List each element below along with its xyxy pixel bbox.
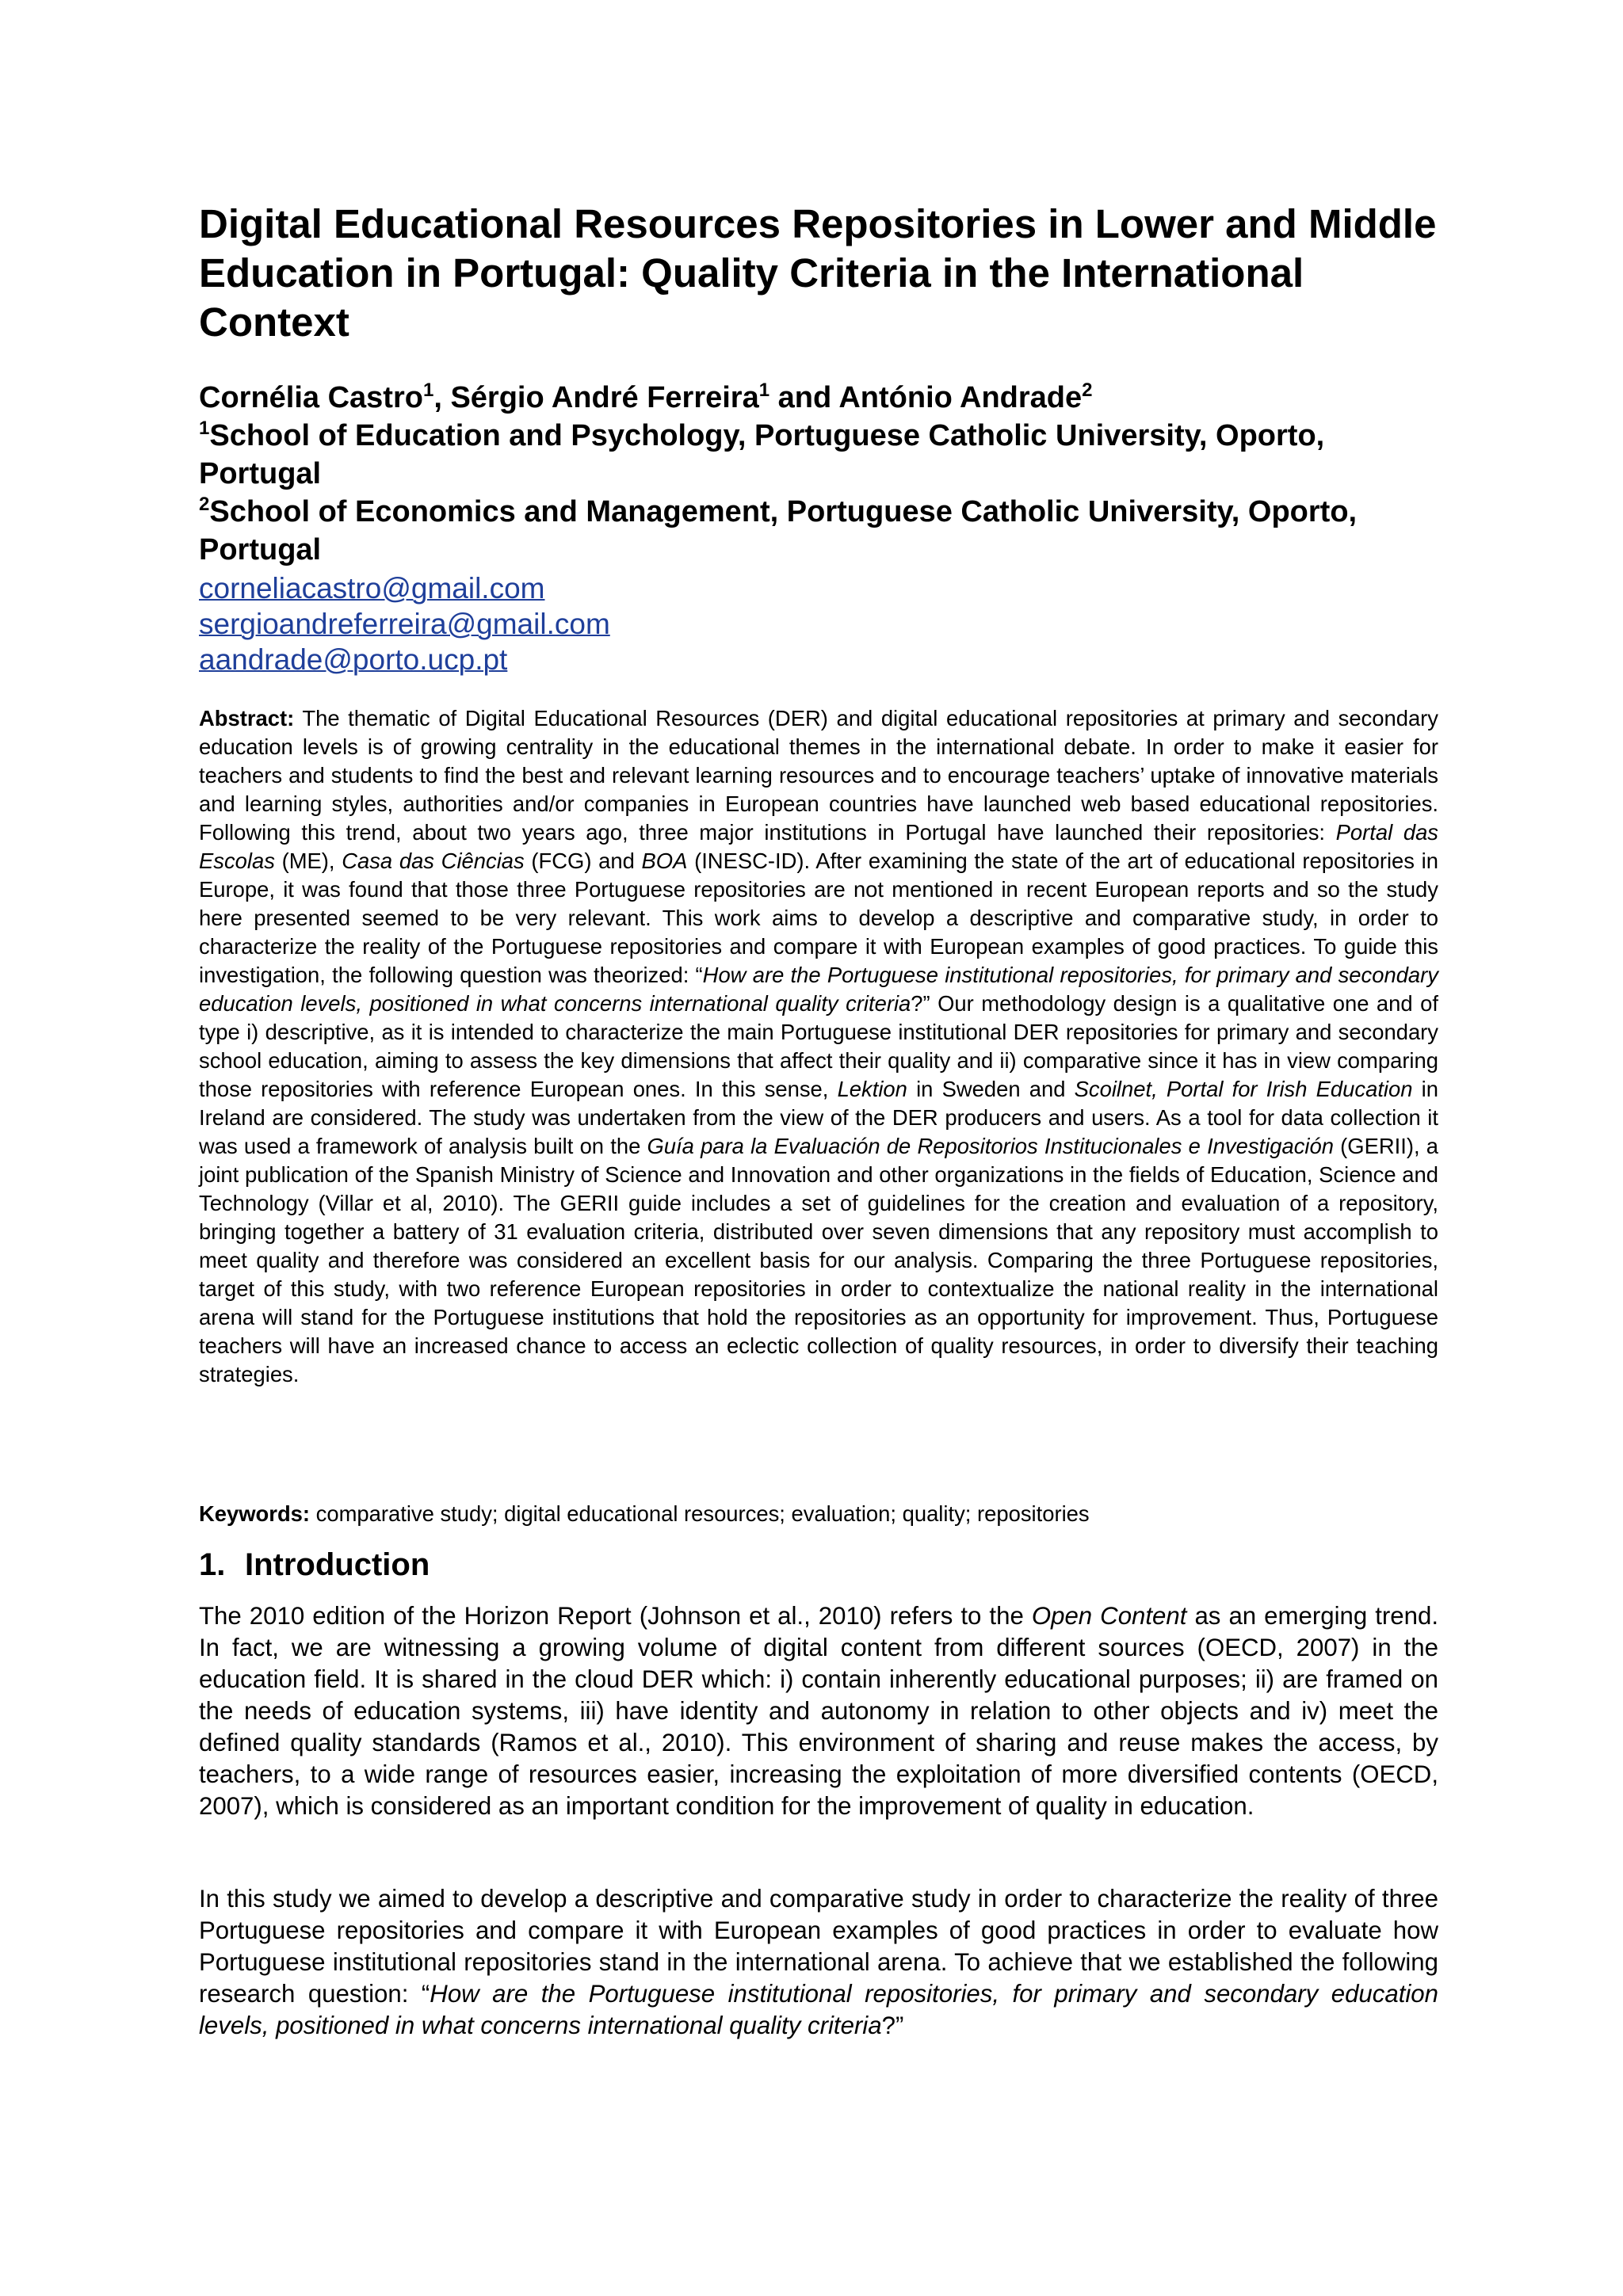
abstract-italic: Portal das Escolas [199, 820, 1439, 873]
abstract-text: in Ireland are considered. The study was undertaken from the view of the DER producers and users. As a tool for data collection it was used a framework of analysis built on the [199, 1077, 1438, 1158]
affiliation-text: School of Education and Psychology, Portuguese Catholic University, Oporto, Portugal [199, 419, 1325, 490]
abstract-italic: Casa das Ciências [342, 849, 525, 873]
abstract-italic: BOA [641, 849, 688, 873]
author-separator: , [433, 381, 451, 414]
abstract [199, 704, 1438, 1389]
affiliation-1 [199, 417, 1438, 493]
email-list [199, 570, 610, 677]
abstract-text: (ME), [274, 849, 342, 873]
keywords-text: comparative study; digital educational resources; evaluation; quality; repositories [310, 1501, 1090, 1526]
section-heading-introduction [199, 1545, 430, 1585]
author-separator: and [769, 381, 839, 414]
affiliation-marker: 1 [422, 379, 434, 401]
keywords-label: Keywords: [199, 1501, 311, 1526]
author-name: António Andrade [838, 381, 1083, 414]
abstract-italic: Scoilnet, Portal for Irish Education [1074, 1077, 1413, 1101]
body-text: ?” [881, 2012, 904, 2039]
body-text: as an emerging trend. In fact, we are witnessing a growing volume of digital content from different sources (OECD, 2007) in the education field. It is shared in the cloud DER which: i) contain inherently educational purposes; ii) are framed on the needs of education systems, iii) have identity and autonomy in relation to other objects and iv) meet the defined quality standards (Ramos et al., 2010). This environment of sharing and reuse makes the access, by teachers, to a wide range of resources easier, increasing the exploitation of more diversified contents (OECD, 2007), which is considered as an important condition for the improvement of quality in education. [199, 1602, 1438, 1820]
affiliation-marker: 2 [1082, 379, 1093, 401]
affiliation-text: School of Economics and Management, Portuguese Catholic University, Oporto, Portugal [199, 495, 1358, 566]
abstract-text: The thematic of Digital Educational Resources (DER) and digital educational repositories at primary and secondary education levels is of growing centrality in the educational themes in the international debate. In order to make it easier for teachers and students to find the best and relevant learning resources and to encourage teachers’ uptake of innovative materials and learning styles, authorities and/or companies in European countries have launched web based educational repositories. Following this trend, about two years ago, three major institutions in Portugal have launched their repositories: [199, 706, 1438, 845]
section-title: Introduction [245, 1547, 430, 1582]
affiliation-number: 1 [199, 418, 210, 439]
abstract-italic: Lektion [837, 1077, 907, 1101]
body-text: The 2010 edition of the Horizon Report (Johnson et al., 2010) refers to the [199, 1602, 1032, 1630]
email-link-ferreira[interactable]: sergioandreferreira@gmail.com [199, 608, 610, 640]
paper-title: Digital Educational Resources Repositories in Lower and Middle Education in Portugal: Quality Criteria in the International Context [199, 201, 1437, 345]
section-number: 1. [199, 1547, 226, 1582]
email-link-andrade[interactable]: aandrade@porto.ucp.pt [199, 643, 508, 676]
abstract-italic: How are the Portuguese institutional repositories, for primary and secondary education levels, positioned in what concerns international quality criteria [199, 963, 1438, 1016]
abstract-text: ?” Our methodology design is a qualitative one and of type i) descriptive, as it is intended to characterize the main Portuguese institutional DER repositories for primary and secondary school education, aiming to assess the key dimensions that affect their quality and ii) comparative since it has in view comparing those repositories with reference European ones. In this sense, [199, 991, 1438, 1101]
author-name: Sérgio André Ferreira [450, 381, 759, 414]
affiliation-marker: 1 [758, 379, 770, 401]
abstract-text: (GERII), a joint publication of the Spanish Ministry of Science and Innovation and other organizations in the fields of Education, Science and Technology (Villar et al, 2010). The GERII guide includes a set of guidelines for the creation and evaluation of a repository, bringing together a battery of 31 evaluation criteria, distributed over seven dimensions that any repository must accomplish to meet quality and therefore was considered an excellent basis for our analysis. Comparing the three Portuguese repositories, target of this study, with two reference European repositories in order to contextualize the national reality in the international arena will stand for the Portuguese institutions that hold the repositories as an opportunity for improvement. Thus, Portuguese teachers will have an increased chance to access an eclectic collection of quality resources, in order to diversify their teaching strategies. [199, 1134, 1438, 1386]
abstract-text: (INESC-ID). After examining the state of the art of educational repositories in Europe, it was found that those three Portuguese repositories are not mentioned in recent European reports and so the study here presented seemed to be very relevant. This work aims to develop a descriptive and comparative study, in order to characterize the reality of the Portuguese repositories and compare it with European examples of good practices. To guide this investigation, the following question was theorized: “ [199, 849, 1438, 987]
body-italic: Open Content [1031, 1602, 1187, 1630]
author-block [199, 379, 1438, 569]
abstract-text: in Sweden and [907, 1077, 1075, 1101]
affiliation-number: 2 [199, 494, 210, 515]
abstract-label: Abstract: [199, 706, 295, 730]
author-list [199, 379, 1438, 417]
email-link-castro[interactable]: corneliacastro@gmail.com [199, 572, 545, 605]
intro-paragraph-2 [199, 1883, 1438, 2042]
keywords [199, 1500, 1438, 1528]
intro-paragraph-1 [199, 1600, 1438, 1822]
abstract-italic: Guía para la Evaluación de Repositorios Institucionales e Investigación [647, 1134, 1334, 1158]
abstract-text: (FCG) and [524, 849, 642, 873]
affiliation-2 [199, 493, 1438, 569]
body-italic: How are the Portuguese institutional repositories, for primary and secondary education levels, positioned in what concerns international quality criteria [199, 1980, 1438, 2039]
body-text: In this study we aimed to develop a descriptive and comparative study in order to characterize the reality of three Portuguese repositories and compare it with European examples of good practices in order to evaluate how Portuguese institutional repositories stand in the international arena. To achieve that we established the following research question: “ [199, 1885, 1438, 2008]
author-name: Cornélia Castro [199, 381, 423, 414]
